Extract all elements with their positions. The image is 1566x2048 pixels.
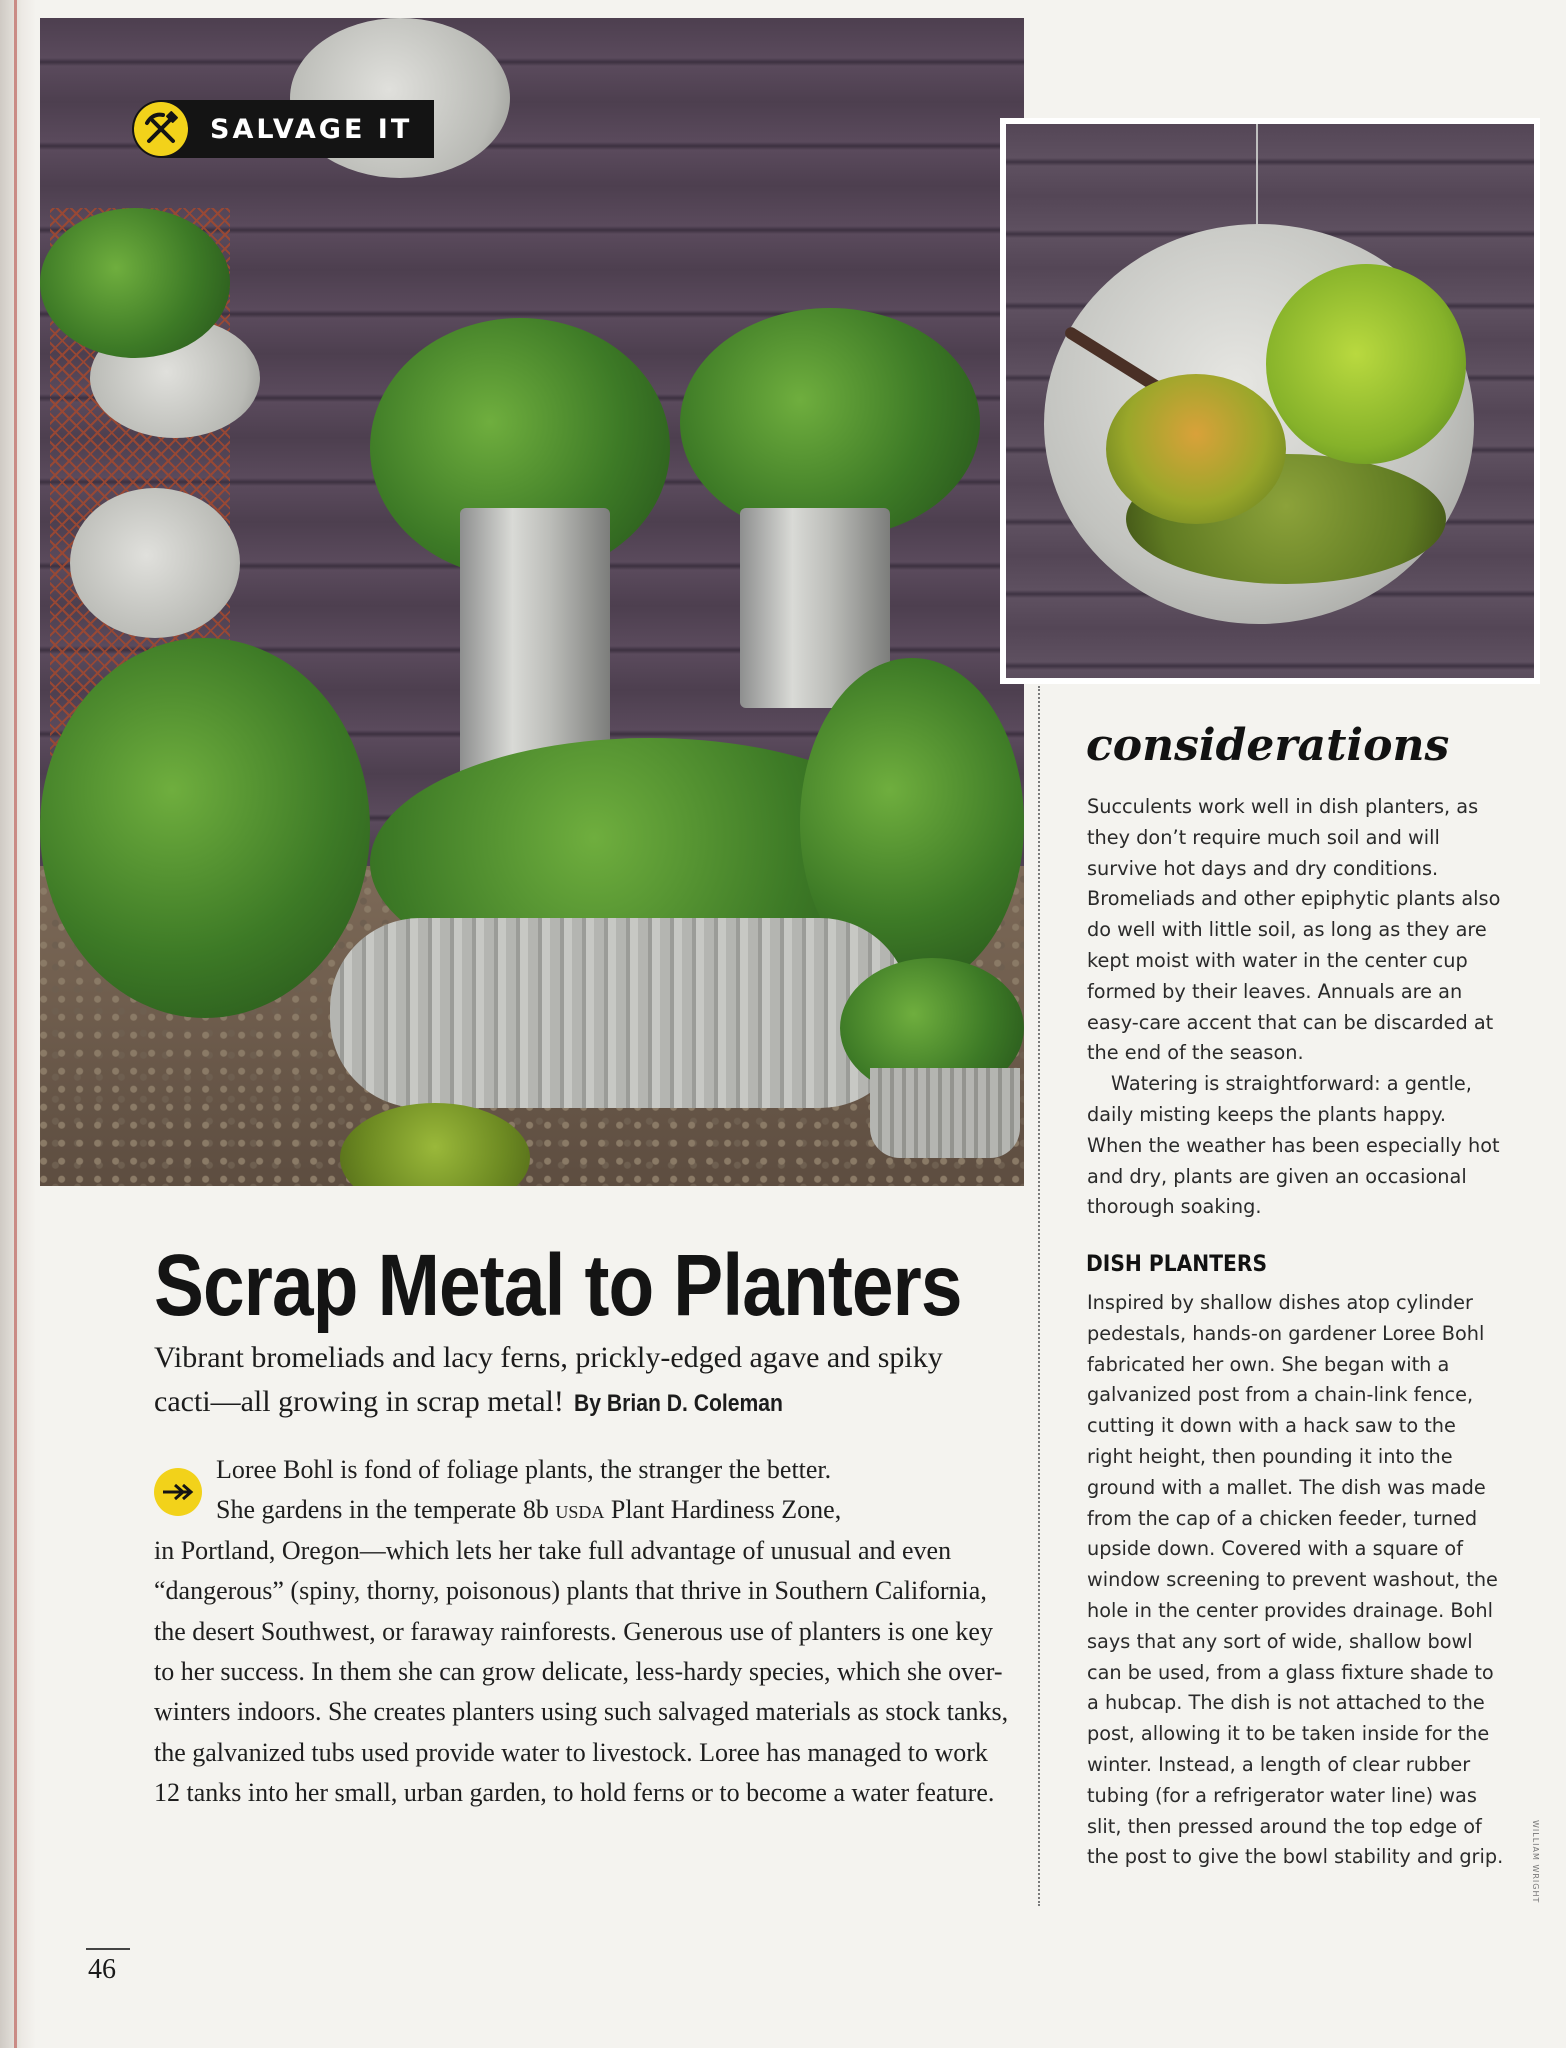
dish-planters-text <box>1087 1288 1507 1873</box>
main-garden-photo <box>40 18 1024 1186</box>
considerations-heading: considerations <box>1086 720 1450 771</box>
body-paragraph: in Portland, Oregon—which lets her take full advantage of unusual and even “dangerous” (spiny, thorny, poisonous) plants that thrive in Southern California, the desert Southwest, or faraway rainforests. Generous use of planters is one key to her success. In them she can grow delicate, less-hardy species, which she over-winters indoors. She creates planters using such salvaged materials as stock tanks, the galvanized tubs used provide water to livestock. Loree has managed to work 12 tanks into her small, urban garden, to hold ferns or to become a water feature. <box>154 1535 1009 1808</box>
section-label: SALVAGE IT <box>210 113 413 145</box>
article-body <box>154 1450 1016 1814</box>
fern-plant <box>1266 264 1466 464</box>
foliage <box>40 638 370 1018</box>
deck-text: Vibrant bromeliads and lacy ferns, prickly-edged agave and spiky cacti—all growing in scrap metal! <box>154 1341 943 1418</box>
galvanized-tub <box>870 1068 1020 1158</box>
column-divider <box>1038 686 1040 1906</box>
considerations-paragraph: Watering is straightforward: a gentle, daily misting keeps the plants happy. When the weather has been especially hot and dry, plants are given an occasional thorough soaking. <box>1087 1072 1500 1219</box>
dish-planters-paragraph: Inspired by shallow dishes atop cylinder pedestals, hands-on gardener Loree Bohl fabricated her own. She began with a galvanized post from a chain-link fence, cutting it down with a hack saw to the right height, then pounding it into the ground with a mallet. The dish was made from the cap of a chicken feeder, turned upside down. Covered with a square of window screening to prevent washout, the hole in the center provides drainage. Bohl says that any sort of wide, shallow bowl can be used, from a glass fixture shade to a hubcap. The dish is not attached to the post, allowing it to be taken inside for the winter. Instead, a length of clear rubber tubing (for a refrigerator water line) was slit, then pressed around the top edge of the post to give the bowl stability and grip. <box>1087 1291 1504 1869</box>
article-deck <box>154 1336 974 1426</box>
photo-credit: WILLIAM WRIGHT <box>1531 1820 1540 1904</box>
bromeliad-plant <box>1106 374 1286 524</box>
foliage <box>40 208 230 358</box>
page-number: 46 <box>88 1954 116 1985</box>
article-headline: Scrap Metal to Planters <box>154 1237 962 1334</box>
body-line: She gardens in the temperate 8b usda Plant Hardiness Zone, <box>216 1495 842 1525</box>
section-badge <box>132 100 434 158</box>
stock-tank <box>330 918 910 1108</box>
body-line: Loree Bohl is fond of foliage plants, the stranger the better. <box>216 1455 832 1484</box>
foliage <box>680 308 980 538</box>
pick-hammer-icon <box>134 102 188 156</box>
byline: By Brian D. Coleman <box>573 1390 783 1417</box>
hanging-wire <box>1256 124 1258 234</box>
considerations-paragraph: Succulents work well in dish planters, as they don’t require much soil and will survive hot days and dry conditions. Bromeliads and other epiphytic plants also do well with little soil, as long as they are kept moist with water in the center cup formed by their leaves. Annuals are an easy-care accent that can be discarded at the end of the season. <box>1087 795 1501 1065</box>
considerations-text <box>1087 792 1507 1223</box>
dish-planters-heading: DISH PLANTERS <box>1086 1252 1268 1277</box>
page-gutter <box>0 0 36 2048</box>
dish-planter-photo <box>1000 118 1540 684</box>
wall-dish-planter <box>70 488 240 638</box>
